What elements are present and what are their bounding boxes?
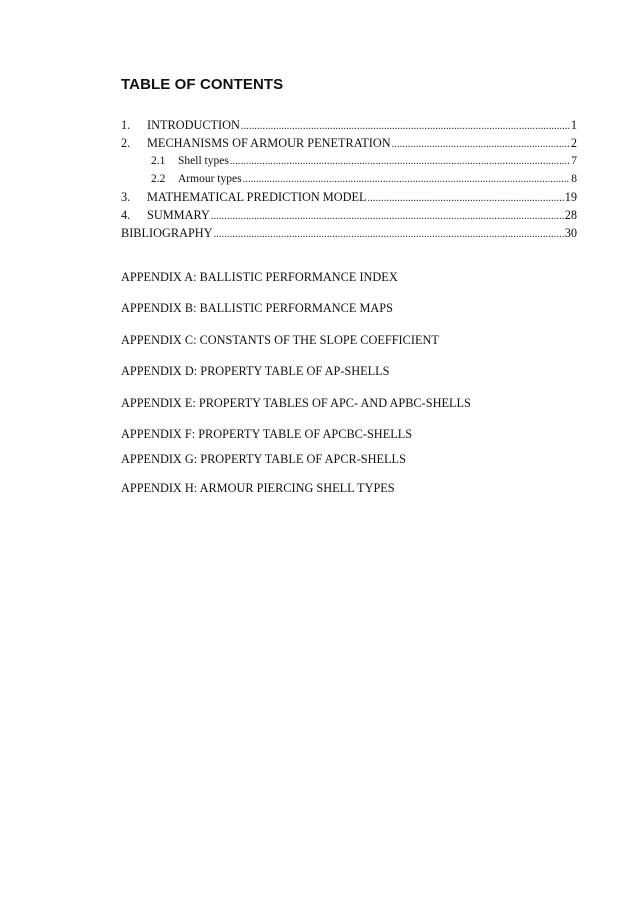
appendix-h[interactable]: APPENDIX H: ARMOUR PIERCING SHELL TYPES — [121, 481, 395, 495]
toc-entry-number: 2.1 — [151, 155, 166, 167]
toc-dot-leader — [368, 190, 564, 206]
toc-entry-label: MATHEMATICAL PREDICTION MODEL — [147, 190, 367, 204]
toc-entry-number: 1. — [121, 118, 131, 132]
appendix-b[interactable]: APPENDIX B: BALLISTIC PERFORMANCE MAPS — [121, 301, 393, 315]
toc-entry-summary[interactable] — [121, 206, 577, 224]
appendix-d[interactable]: APPENDIX D: PROPERTY TABLE OF AP-SHELLS — [121, 364, 390, 378]
toc-dot-leader — [214, 226, 564, 242]
appendix-g[interactable]: APPENDIX G: PROPERTY TABLE OF APCR-SHELLS — [121, 452, 406, 466]
toc-dot-leader — [243, 171, 571, 188]
toc-entry-label: INTRODUCTION — [147, 118, 240, 132]
toc-dot-leader — [241, 118, 570, 134]
toc-entry-label: MECHANISMS OF ARMOUR PENETRATION — [147, 136, 391, 150]
table-of-contents — [121, 116, 577, 242]
toc-entry-prediction-model[interactable] — [121, 188, 577, 206]
toc-entry-page: 19 — [564, 190, 577, 204]
toc-entry-page: 7 — [571, 155, 577, 167]
toc-entry-label: Shell types — [178, 155, 229, 167]
appendix-c[interactable]: APPENDIX C: CONSTANTS OF THE SLOPE COEFFICIENT — [121, 333, 439, 347]
toc-entry-number: 4. — [121, 208, 131, 222]
toc-entry-page: 30 — [564, 226, 577, 240]
toc-entry-introduction[interactable] — [121, 116, 577, 134]
toc-entry-page: 28 — [564, 208, 577, 222]
toc-dot-leader — [230, 153, 570, 170]
toc-dot-leader — [392, 136, 570, 152]
toc-entry-mechanisms[interactable] — [121, 134, 577, 152]
toc-entry-number: 2.2 — [151, 173, 166, 185]
toc-entry-number: 2. — [121, 136, 131, 150]
appendix-e[interactable]: APPENDIX E: PROPERTY TABLES OF APC- AND APBC-SHELLS — [121, 396, 471, 410]
toc-entry-shell-types[interactable] — [121, 152, 577, 170]
toc-entry-page: 1 — [570, 118, 577, 132]
toc-dot-leader — [211, 208, 564, 224]
toc-entry-number: 3. — [121, 190, 131, 204]
toc-entry-label: Armour types — [178, 173, 242, 185]
appendix-a[interactable]: APPENDIX A: BALLISTIC PERFORMANCE INDEX — [121, 270, 398, 284]
toc-entry-page: 8 — [571, 173, 577, 185]
page-title: TABLE OF CONTENTS — [121, 76, 284, 93]
toc-entry-label: SUMMARY — [147, 208, 210, 222]
toc-entry-armour-types[interactable] — [121, 170, 577, 188]
appendix-f[interactable]: APPENDIX F: PROPERTY TABLE OF APCBC-SHELLS — [121, 427, 413, 441]
toc-entry-label: BIBLIOGRAPHY — [121, 226, 213, 240]
toc-entry-bibliography[interactable] — [121, 224, 577, 242]
toc-entry-page: 2 — [570, 136, 577, 150]
